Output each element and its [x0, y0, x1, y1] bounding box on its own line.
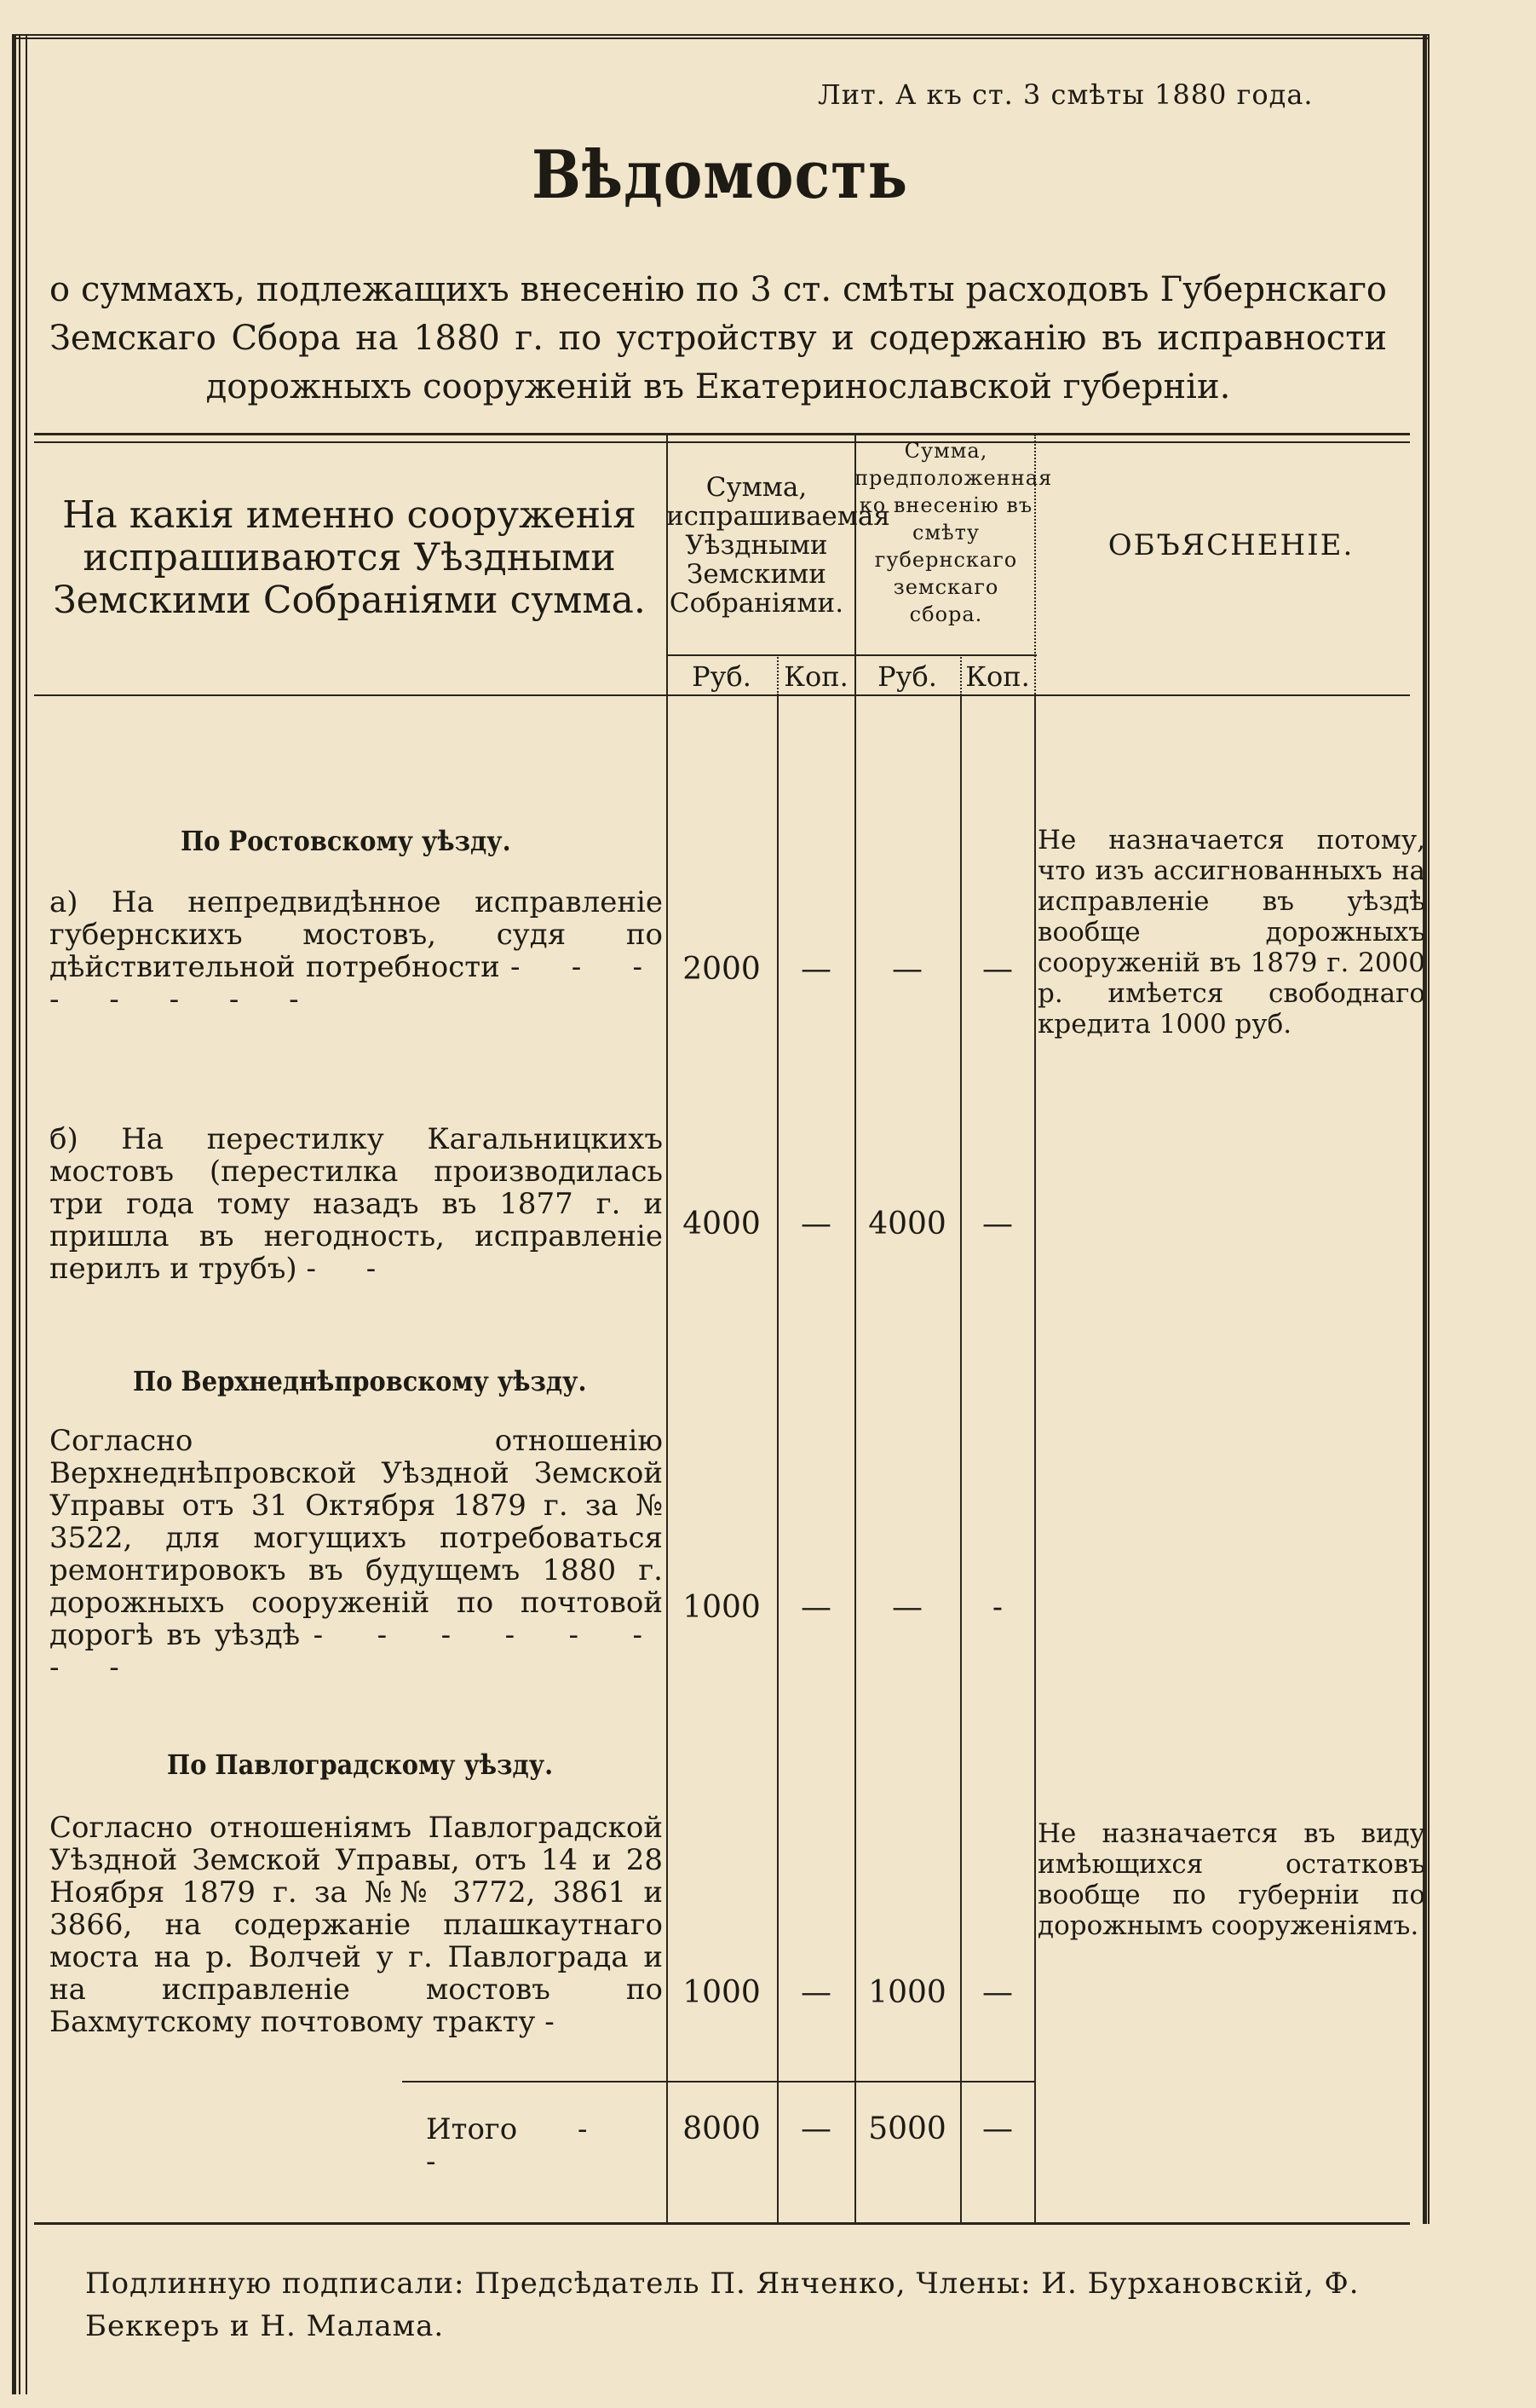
item-leader: - - - - - - - - — [49, 950, 663, 1017]
document-title: Вѣдомость — [531, 136, 909, 214]
unit-req-kop: Коп. — [784, 660, 849, 693]
total-prop-rub: 5000 — [868, 2111, 946, 2146]
section-heading: По Верхнеднѣпровскому уѣзду. — [133, 1365, 587, 1397]
req-kop: — — [801, 1207, 831, 1241]
signatures: Подлинную подписали: Предсѣдатель П. Янченко, Члены: И. Бурхановскій, Ф. Беккеръ и Н. Малама. — [85, 2267, 1360, 2343]
table-top-rule — [34, 433, 1410, 435]
document-intro: о суммахъ, подлежащихъ внесенію по 3 ст. смѣты расходовъ Губернскаго Земскаго Сбора на 1880 г. по устройству и содержанію въ исправности дорожныхъ сооруженій въ Екатеринославской губерніи. — [49, 270, 1387, 406]
prop-kop: - — [992, 1590, 1004, 1625]
unit-req-rub: Руб. — [692, 660, 751, 693]
prop-rub: 1000 — [868, 1975, 946, 2010]
item-text: Согласно отношеніямъ Павлоградской Уѣздной Земской Управы, отъ 14 и 28 Ноября 1879 г. за №№ 3772, 3861 и 3866, на содержаніе плашкаутнаго моста на р. Волчей у г. Павлограда и на исправленіе мостовъ по Бахмутскому почтовому тракту — [49, 1811, 663, 2039]
section-heading: По Павлоградскому уѣзду. — [167, 1748, 554, 1781]
table-bottom-rule — [34, 2222, 1410, 2225]
col-header-description: На какія именно сооруженія испрашиваются Уѣздными Земскими Собраніями сумма. — [53, 493, 646, 622]
list-item — [49, 886, 663, 1016]
req-rub: 4000 — [682, 1207, 761, 1241]
list-item — [49, 1425, 663, 1684]
explanation-text: Не назначается въ виду имѣющихся остатковъ вообще по губерніи по дорожнымъ сооруженіямъ. — [1038, 1818, 1425, 1941]
section-heading: По Ростовскому уѣзду. — [181, 825, 511, 857]
total-label: Итого — [426, 2112, 518, 2146]
header-bottom-rule — [34, 694, 1410, 696]
col-header-requested: Сумма, испрашиваемая Уѣздными Земскими Собраніями. — [666, 472, 890, 619]
page-frame-left — [12, 34, 20, 2394]
col-header-explanation: ОБЪЯСНЕНІЕ. — [1107, 528, 1355, 562]
req-kop: — — [801, 1590, 831, 1625]
page-frame-top — [12, 34, 1430, 39]
list-item — [49, 1812, 663, 2038]
item-leader: - — [544, 2005, 575, 2039]
item-text: а) На непредвидѣнное исправленіе губернскихъ мостовъ, судя по дѣйствительной потребности — [49, 885, 663, 984]
total-label-row — [426, 2113, 664, 2178]
req-kop: — — [801, 952, 831, 987]
prop-rub: — — [892, 952, 923, 987]
prop-kop: — — [982, 952, 1013, 987]
total-req-rub: 8000 — [682, 2111, 761, 2146]
list-item — [49, 1123, 663, 1285]
table-top-rule-thin — [34, 441, 1410, 443]
item-text: б) На перестилку Кагальницкихъ мостовъ (перестилка производилась три года тому назадъ въ 1877 г. и пришла въ негодность, исправленіе перилъ и трубъ) — [49, 1122, 663, 1286]
col-divider-1 — [666, 435, 668, 2224]
item-text: Согласно отношенію Верхнеднѣпровской Уѣздной Земской Управы отъ 31 Октября 1879 г. за № 3522, для могущихъ потребоваться ремонтировокъ въ будущемъ 1880 г. дорожныхъ сооруженій по почтовой дорогѣ въ уѣздѣ — [49, 1424, 663, 1652]
prop-rub: — — [892, 1590, 923, 1625]
prop-kop: — — [982, 1975, 1013, 2010]
col-divider-2 — [854, 435, 856, 2224]
page-frame-left-inner — [26, 34, 27, 2394]
item-leader: - - — [306, 1252, 397, 1286]
req-rub: 1000 — [682, 1975, 761, 2010]
prop-kop: — — [982, 1207, 1013, 1241]
col-header-proposed: Сумма, предположенная ко внесенію въ смѣту губернскаго земскаго сбора. — [854, 439, 1053, 626]
item-leader: - - - - - - - - — [49, 1618, 663, 1685]
total-leader: - - — [426, 2112, 608, 2179]
total-prop-kop: — — [982, 2111, 1013, 2146]
req-rub: 1000 — [682, 1590, 761, 1625]
total-req-kop: — — [801, 2111, 831, 2146]
col-divider-3-body — [1034, 695, 1036, 2224]
explanation-text: Не назначается потому, что изъ ассигнованныхъ на исправленіе въ уѣздѣ вообще дорожныхъ сооруженій въ 1879 г. 2000 р. имѣется свободнаго кредита 1000 руб. — [1038, 825, 1425, 1040]
reference-line: Лит. А къ ст. 3 смѣты 1880 года. — [818, 78, 1314, 111]
prop-rub: 4000 — [868, 1207, 946, 1241]
units-rule — [666, 654, 1037, 656]
unit-prop-kop: Коп. — [965, 660, 1030, 693]
req-rub: 2000 — [682, 952, 761, 987]
req-kop: — — [801, 1975, 831, 2010]
unit-prop-rub: Руб. — [877, 660, 937, 693]
total-rule — [402, 2081, 1034, 2083]
